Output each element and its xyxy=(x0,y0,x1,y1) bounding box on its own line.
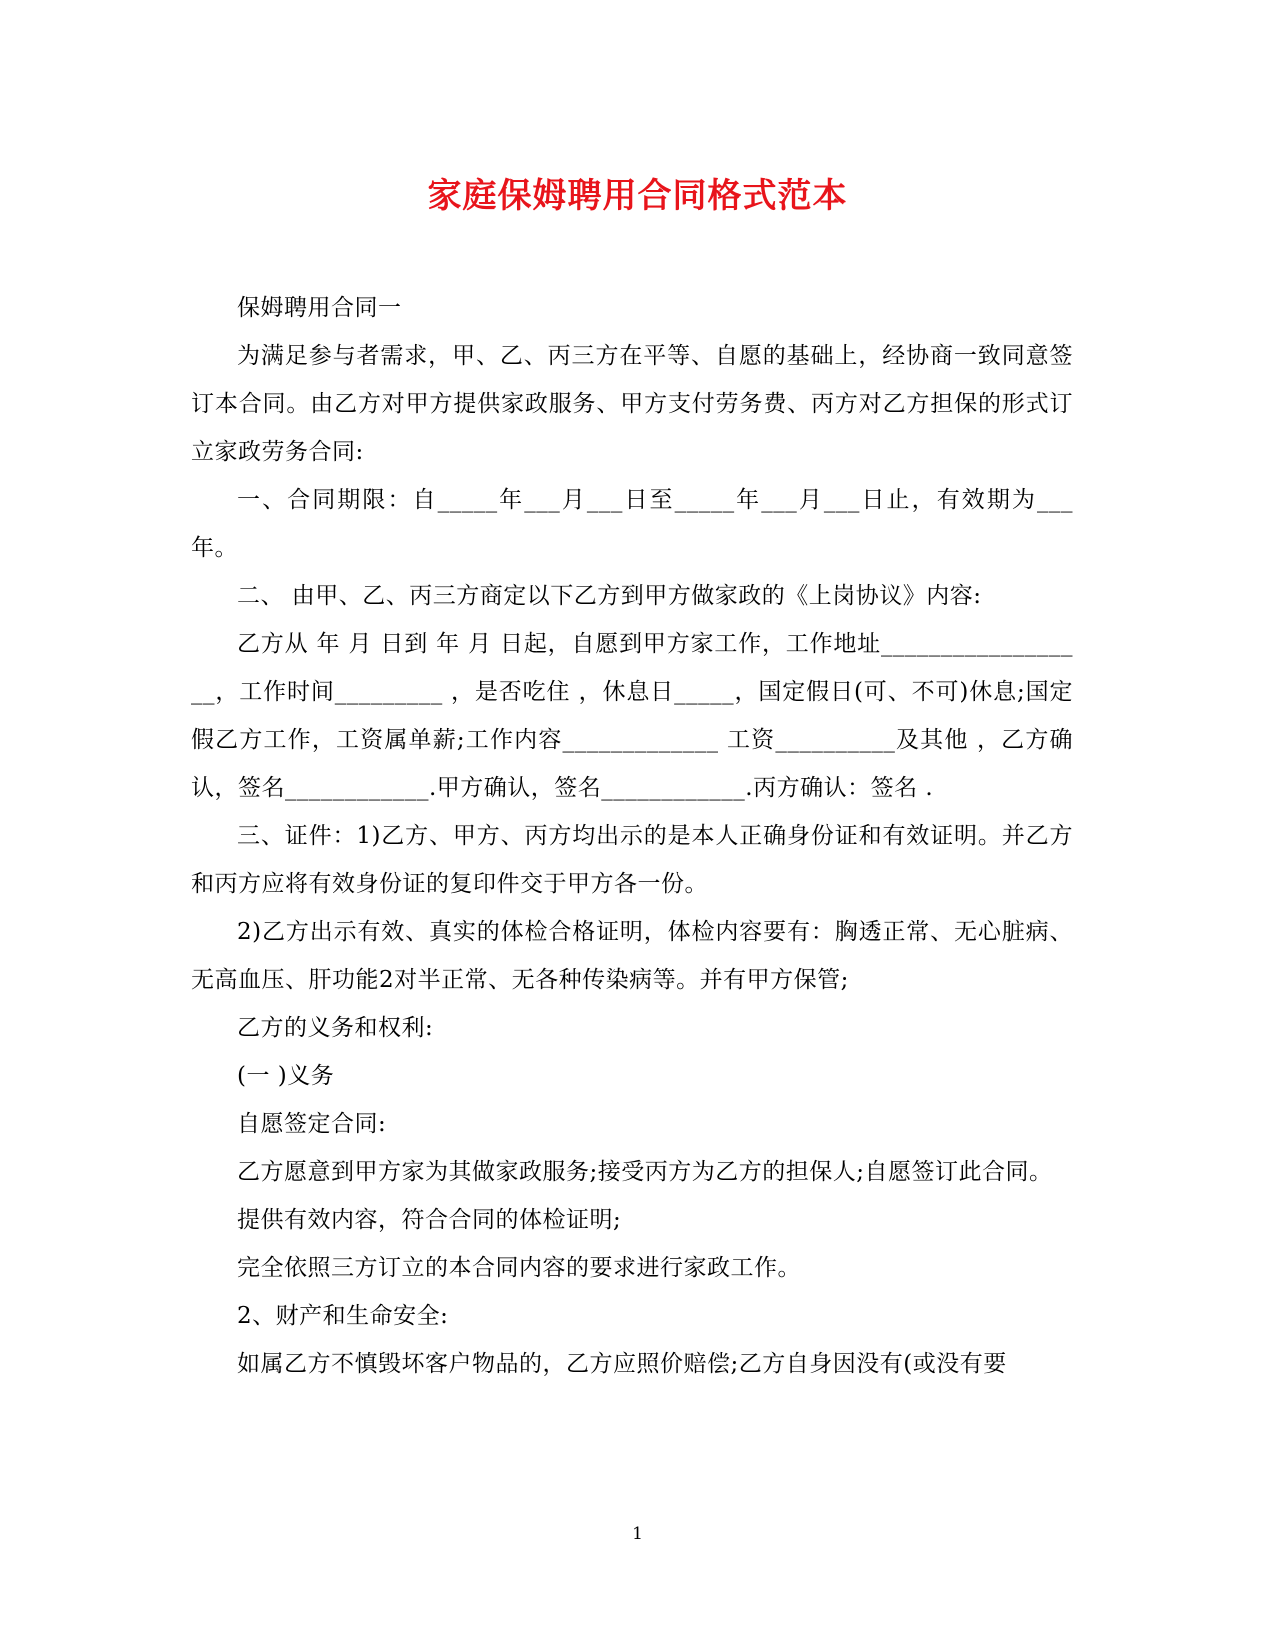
paragraph-valid-content: 提供有效内容，符合合同的体检证明; xyxy=(237,1207,622,1233)
document-title: 家庭保姆聘用合同格式范本 xyxy=(427,176,848,216)
paragraph-preamble: 为满足参与者需求，甲、乙、丙三方在平等、自愿的基础上，经协商一致同意签订本合同。由乙方对甲方提供家政服务、甲方支付劳务费、丙方对乙方担保的形式订立家政劳务合同: xyxy=(191,343,1073,465)
paragraph-certificates: 三、证件：1)乙方、甲方、丙方均出示的是本人正确身份证和有效证明。并乙方和丙方应将有效身份证的复印件交于甲方各一份。 xyxy=(191,823,1073,897)
paragraph-obligations-rights: 乙方的义务和权利: xyxy=(237,1015,434,1041)
paragraph-contract-heading: 保姆聘用合同一 xyxy=(237,295,402,321)
paragraph-agreement-intro: 二、 由甲、乙、丙三方商定以下乙方到甲方做家政的《上岗协议》内容: xyxy=(237,583,982,609)
paragraph-health-check: 2)乙方出示有效、真实的体检合格证明，体检内容要有：胸透正常、无心脏病、无高血压、肝功能2对半正常、无各种传染病等。并有甲方保管; xyxy=(191,919,1073,993)
page-number: 1 xyxy=(632,1524,643,1544)
paragraph-work-details: 乙方从 年 月 日到 年 月 日起，自愿到甲方家工作，工作地址__________________，工作时间_________ ，是否吃住 ，休息日_____，国定假日(可、不可)休息;国定假乙方工作，工资属单薪;工作内容_____________ 工资__________及其他 ，乙方确认，签名____________.甲方确认，签名____________.丙方确认：签名 . xyxy=(191,631,1073,801)
paragraph-contract-term: 一、合同期限：自_____年___月___日至_____年___月___日止，有效期为___年。 xyxy=(191,487,1073,561)
paragraph-property-safety: 2、财产和生命安全: xyxy=(237,1303,449,1329)
paragraph-obligations: (一 )义务 xyxy=(237,1063,335,1089)
paragraph-willing-service: 乙方愿意到甲方家为其做家政服务;接受丙方为乙方的担保人;自愿签订此合同。 xyxy=(237,1159,1053,1185)
paragraph-damage-compensation: 如属乙方不慎毁坏客户物品的，乙方应照价赔偿;乙方自身因没有(或没有要 xyxy=(237,1351,1007,1377)
document-body xyxy=(191,284,1073,1388)
paragraph-follow-contract: 完全依照三方订立的本合同内容的要求进行家政工作。 xyxy=(237,1255,801,1281)
paragraph-voluntary-signing: 自愿签定合同: xyxy=(237,1111,387,1137)
